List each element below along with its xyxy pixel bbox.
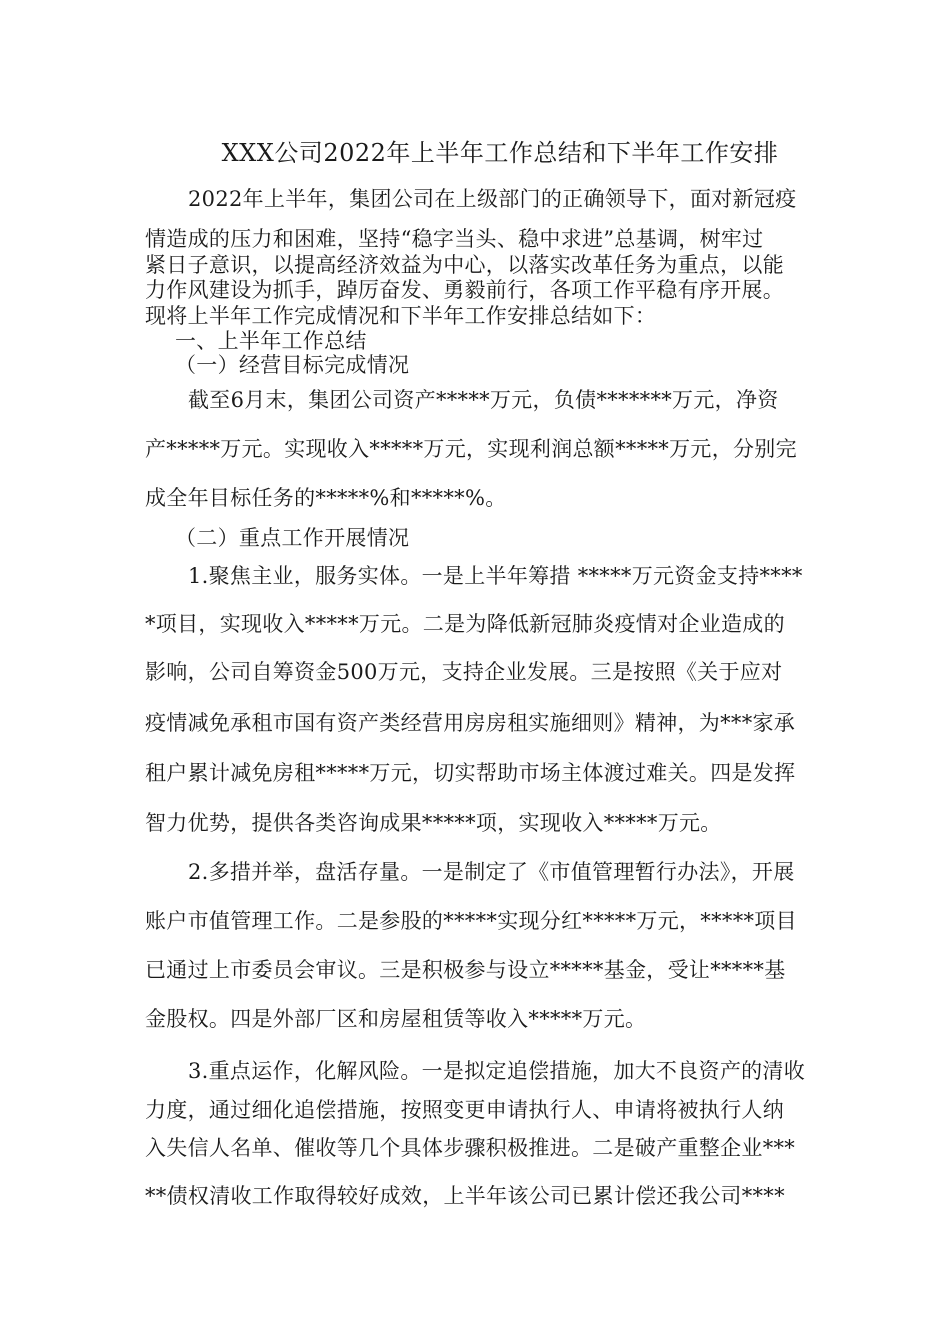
- paragraph-line: *项目，实现收入*****万元。二是为降低新冠肺炎疫情对企业造成的: [145, 612, 785, 636]
- paragraph-line: 租户累计减免房租*****万元，切实帮助市场主体渡过难关。四是发挥: [145, 761, 796, 785]
- section-heading: 一、上半年工作总结: [175, 329, 367, 353]
- paragraph-line: 力作风建设为抓手，踔厉奋发、勇毅前行，各项工作平稳有序开展。: [145, 278, 784, 302]
- paragraph-line: 现将上半年工作完成情况和下半年工作安排总结如下：: [145, 304, 657, 328]
- paragraph-line: 影响，公司自筹资金500万元，支持企业发展。三是按照《关于应对: [145, 660, 783, 684]
- paragraph-line: 智力优势，提供各类咨询成果*****项，实现收入*****万元。: [145, 811, 722, 835]
- paragraph-line: 1.聚焦主业，服务实体。一是上半年筹措 *****万元资金支持****: [188, 564, 803, 588]
- paragraph-line: 力度，通过细化追偿措施，按照变更申请执行人、申请将被执行人纳: [145, 1098, 784, 1122]
- paragraph-line: 产*****万元。实现收入*****万元，实现利润总额*****万元，分别完: [145, 437, 797, 461]
- paragraph-line: **债权清收工作取得较好成效，上半年该公司已累计偿还我公司****: [145, 1184, 785, 1208]
- document-title: XXX公司2022年上半年工作总结和下半年工作安排: [221, 139, 779, 167]
- subsection-heading: （二）重点工作开展情况: [175, 526, 410, 550]
- paragraph-line: 入失信人名单、催收等几个具体步骤积极推进。二是破产重整企业***: [145, 1136, 796, 1160]
- paragraph-line: 疫情减免承租市国有资产类经营用房房租实施细则》精神，为***家承: [145, 711, 796, 735]
- paragraph-line: 情造成的压力和困难，坚持“稳字当头、稳中求进”总基调，树牢过: [145, 227, 764, 251]
- paragraph-line: 成全年目标任务的*****%和*****%。: [145, 486, 507, 510]
- paragraph-line: 3.重点运作，化解风险。一是拟定追偿措施，加大不良资产的清收: [188, 1059, 806, 1083]
- paragraph-line: 2022年上半年，集团公司在上级部门的正确领导下，面对新冠疫: [188, 187, 797, 211]
- subsection-heading: （一）经营目标完成情况: [175, 353, 410, 377]
- paragraph-line: 已通过上市委员会审议。三是积极参与设立*****基金，受让*****基: [145, 958, 786, 982]
- paragraph-line: 截至6月末，集团公司资产*****万元，负债*******万元，净资: [188, 388, 779, 412]
- paragraph-line: 2.多措并举，盘活存量。一是制定了《市值管理暂行办法》，开展: [188, 860, 795, 884]
- paragraph-line: 金股权。四是外部厂区和房屋租赁等收入*****万元。: [145, 1007, 647, 1031]
- paragraph-line: 紧日子意识，以提高经济效益为中心，以落实改革任务为重点，以能: [145, 253, 784, 277]
- paragraph-line: 账户市值管理工作。二是参股的*****实现分红*****万元，*****项目: [145, 909, 797, 933]
